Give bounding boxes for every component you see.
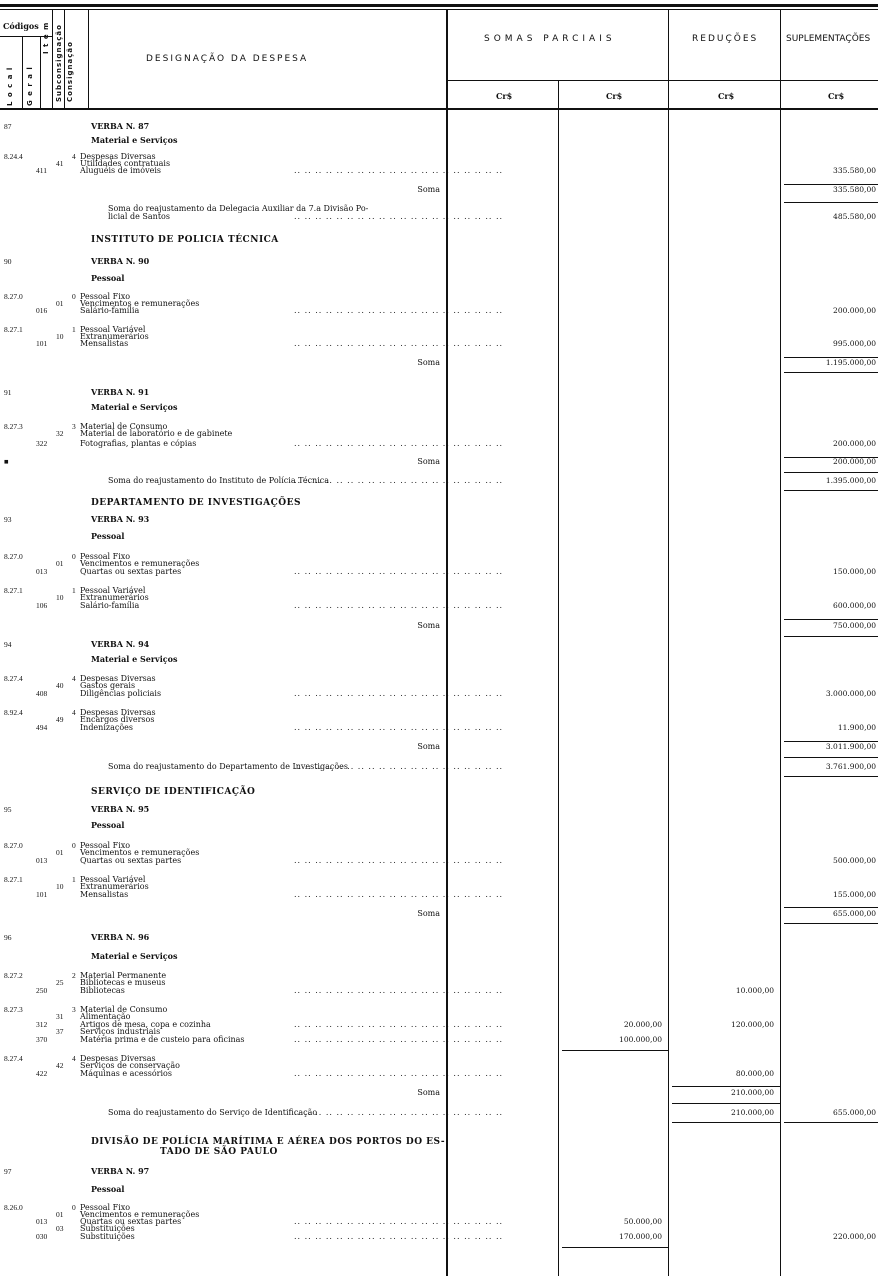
currency-label-sp2: Cr$ (606, 91, 623, 101)
total-rule (784, 184, 878, 185)
row-designacao: DEPARTAMENTO DE INVESTIGAÇÕES (91, 498, 302, 508)
amount-red: 210.000,00 (731, 1088, 774, 1097)
row-local-code: 8.27.1 (4, 586, 23, 595)
amount-sup: 750.000,00 (833, 621, 876, 630)
amount-sup: 485.580,00 (833, 212, 876, 221)
row-item-code: 016 (36, 306, 48, 315)
row-subconsignacao-code: 01 (56, 1210, 64, 1219)
total-rule (672, 1122, 780, 1123)
row-designacao: VERBA N. 91 (91, 387, 150, 397)
leader-dots: .. .. .. .. .. .. .. .. .. .. .. .. .. .. .. .. .. .. .. .. (294, 689, 504, 698)
row-consignacao-code: 0 (72, 292, 76, 301)
total-rule (784, 1122, 878, 1123)
amount-sup: 200.000,00 (833, 457, 876, 466)
leader-dots: .. .. .. .. .. .. .. .. .. .. .. .. .. .. .. .. .. .. .. .. (294, 212, 504, 221)
row-item-code: 322 (36, 439, 48, 448)
leader-dots: .. .. .. .. .. .. .. .. .. .. .. .. .. .. .. .. .. .. .. .. (294, 1232, 504, 1241)
row-designacao: Vencimentos e remunerações (80, 299, 200, 308)
row-designacao: Soma (417, 742, 440, 751)
row-designacao: VERBA N. 94 (91, 639, 150, 649)
row-consignacao-code: 0 (72, 552, 76, 561)
row-designacao: Vencimentos e remunerações (80, 848, 200, 857)
total-rule (784, 757, 878, 758)
row-designacao: Substituições (80, 1232, 135, 1241)
row-designacao: Material de Consumo (80, 1005, 168, 1014)
row-designacao: Diligências policiais (80, 689, 162, 698)
row-local-code: 8.27.0 (4, 552, 23, 561)
amount-sup: 335.580,00 (833, 166, 876, 175)
row-consignacao-code: 1 (72, 875, 76, 884)
row-item-code: 411 (36, 166, 47, 175)
row-consignacao-code: 0 (72, 1203, 76, 1212)
row-subconsignacao-code: 10 (56, 332, 64, 341)
row-designacao: Quartas ou sextas partes (80, 856, 182, 865)
row-consignacao-code: 4 (72, 674, 76, 683)
row-local-code: 8.27.3 (4, 1005, 23, 1014)
leader-dots: .. .. .. .. .. .. .. .. .. .. .. .. .. .. .. .. .. .. .. .. (294, 1108, 504, 1117)
row-designacao: VERBA N. 97 (91, 1166, 150, 1176)
total-rule (784, 907, 878, 908)
row-local-code: 8.27.0 (4, 292, 23, 301)
row-consignacao-code: 1 (72, 325, 76, 334)
top-border-thick (0, 4, 878, 7)
codigos-label: Códigos (3, 21, 39, 31)
row-designacao: Bibliotecas (80, 986, 125, 995)
row-item-code: 494 (36, 723, 48, 732)
total-rule (784, 636, 878, 637)
amount-sup: 3.761.900,00 (825, 762, 876, 771)
row-designacao: Artigos de mesa, copa e cozinha (80, 1020, 211, 1029)
leader-dots: .. .. .. .. .. .. .. .. .. .. .. .. .. .. .. .. .. .. .. .. (294, 306, 504, 315)
amount-red: 10.000,00 (735, 986, 774, 995)
sub-col-border (64, 10, 65, 108)
row-local-code: 8.26.0 (4, 1203, 23, 1212)
row-designacao: Material Permanente (80, 971, 167, 980)
row-designacao: Substituições (80, 1224, 135, 1233)
amount-red: 120.000,00 (731, 1020, 774, 1029)
amount-sup: 200.000,00 (833, 439, 876, 448)
row-designacao: Material e Serviços (91, 654, 178, 664)
leader-dots: .. .. .. .. .. .. .. .. .. .. .. .. .. .. .. .. .. .. .. .. (294, 476, 504, 485)
row-designacao: INSTITUTO DE POLICIA TÉCNICA (91, 235, 279, 245)
consignacao-label: Consignação (66, 41, 74, 102)
row-designacao: Mensalistas (80, 890, 129, 899)
row-designacao: Alimentação (80, 1012, 131, 1021)
row-designacao: VERBA N. 90 (91, 256, 150, 266)
amount-sup: 1.195.000,00 (825, 358, 876, 367)
row-item-code: 106 (36, 601, 48, 610)
leader-dots: .. .. .. .. .. .. .. .. .. .. .. .. .. .. .. .. .. .. .. .. (294, 986, 504, 995)
row-designacao: Pessoal Fixo (80, 552, 131, 561)
amount-sup: 155.000,00 (833, 890, 876, 899)
somas-right-border (668, 10, 669, 1276)
amount-sup: 600.000,00 (833, 601, 876, 610)
currency-label-sup: Cr$ (828, 91, 845, 101)
row-designacao: Soma do reajustamento do Serviço de Identificação (108, 1108, 318, 1117)
row-consignacao-code: 4 (72, 1054, 76, 1063)
row-local-code: 94 (4, 640, 12, 649)
amount-sp2: 20.000,00 (623, 1020, 662, 1029)
row-designacao: Serviços industriais (80, 1027, 161, 1036)
row-designacao: Material e Serviços (91, 951, 178, 961)
row-designacao: Vencimentos e remunerações (80, 559, 200, 568)
desc-right-border (446, 10, 448, 1276)
amount-sup: 500.000,00 (833, 856, 876, 865)
row-designacao: Soma (417, 185, 440, 194)
row-designacao: Gastos gerais (80, 681, 136, 690)
somas-parciais-header: SOMAS PARCIAIS (484, 34, 616, 44)
row-designacao: TADO DE SÃO PAULO (160, 1147, 278, 1157)
row-designacao: Despesas Diversas (80, 152, 156, 161)
row-subconsignacao-code: 03 (56, 1224, 64, 1233)
row-item-code: 312 (36, 1020, 48, 1029)
row-local-code: 8.27.4 (4, 674, 23, 683)
row-subconsignacao-code: 49 (56, 715, 64, 724)
row-designacao: VERBA N. 96 (91, 932, 150, 942)
row-consignacao-code: 4 (72, 152, 76, 161)
leader-dots: .. .. .. .. .. .. .. .. .. .. .. .. .. .. .. .. .. .. .. .. (294, 601, 504, 610)
row-item-code: 101 (36, 890, 48, 899)
leader-dots: .. .. .. .. .. .. .. .. .. .. .. .. .. .. .. .. .. .. .. .. (294, 856, 504, 865)
leader-dots: .. .. .. .. .. .. .. .. .. .. .. .. .. .. .. .. .. .. .. .. (294, 567, 504, 576)
total-rule (784, 357, 878, 358)
designacao-header: DESIGNAÇÃO DA DESPESA (146, 54, 309, 64)
total-rule (784, 619, 878, 620)
row-designacao: VERBA N. 87 (91, 121, 150, 131)
row-designacao: Indenizações (80, 723, 133, 732)
somas-mid-border (558, 80, 559, 1276)
row-designacao: DIVISÃO DE POLÍCIA MARÍTIMA E AÉREA DOS PORTOS DO ES- (91, 1137, 446, 1147)
row-designacao: licial de Santos (108, 212, 170, 221)
reducoes-header: REDUÇÕES (692, 34, 759, 44)
row-local-code: ■ (4, 457, 9, 466)
row-subconsignacao-code: 31 (56, 1012, 64, 1021)
row-designacao: Material e Serviços (91, 135, 178, 145)
row-local-code: 8.27.1 (4, 325, 23, 334)
leader-dots: .. .. .. .. .. .. .. .. .. .. .. .. .. .. .. .. .. .. .. .. (294, 723, 504, 732)
amount-sup: 335.580,00 (833, 185, 876, 194)
row-subconsignacao-code: 01 (56, 848, 64, 857)
leader-dots: .. .. .. .. .. .. .. .. .. .. .. .. .. .. .. .. .. .. .. .. (294, 890, 504, 899)
geral-col-border (40, 36, 41, 108)
row-designacao: Utilidades contratuais (80, 159, 171, 168)
leader-dots: .. .. .. .. .. .. .. .. .. .. .. .. .. .. .. .. .. .. .. .. (294, 1020, 504, 1029)
row-local-code: 87 (4, 122, 12, 131)
row-designacao: Mensalistas (80, 339, 129, 348)
amount-red: 210.000,00 (731, 1108, 774, 1117)
row-designacao: SERVIÇO DE IDENTIFICAÇÃO (91, 787, 256, 797)
amount-sp2: 100.000,00 (619, 1035, 662, 1044)
row-designacao: Pessoal Fixo (80, 292, 131, 301)
row-subconsignacao-code: 10 (56, 593, 64, 602)
header-bottom-rule (0, 108, 878, 110)
row-consignacao-code: 2 (72, 971, 76, 980)
item-col-border (52, 10, 53, 108)
total-rule (784, 490, 878, 491)
leader-dots: .. .. .. .. .. .. .. .. .. .. .. .. .. .. .. .. .. .. .. .. (294, 1035, 504, 1044)
row-designacao: Material de Consumo (80, 422, 168, 431)
row-consignacao-code: 1 (72, 586, 76, 595)
amount-sup: 995.000,00 (833, 339, 876, 348)
row-designacao: Soma (417, 1088, 440, 1097)
row-subconsignacao-code: 10 (56, 882, 64, 891)
amount-sup: 150.000,00 (833, 567, 876, 576)
row-designacao: Quartas ou sextas partes (80, 567, 182, 576)
currency-label-sp1: Cr$ (496, 91, 513, 101)
row-local-code: 8.92.4 (4, 708, 23, 717)
row-designacao: Pessoal Fixo (80, 1203, 131, 1212)
row-consignacao-code: 4 (72, 708, 76, 717)
row-local-code: 8.24.4 (4, 152, 23, 161)
row-designacao: Salário-família (80, 601, 140, 610)
amount-sup: 200.000,00 (833, 306, 876, 315)
row-designacao: Extranumerários (80, 332, 149, 341)
row-consignacao-code: 0 (72, 841, 76, 850)
row-designacao: Pessoal (91, 273, 125, 283)
row-designacao: Extranumerários (80, 593, 149, 602)
total-rule (672, 1103, 780, 1104)
row-item-code: 250 (36, 986, 48, 995)
row-designacao: VERBA N. 95 (91, 804, 150, 814)
total-rule (784, 923, 878, 924)
row-designacao: Material de laboratório e de gabinete (80, 429, 233, 438)
row-designacao: Pessoal (91, 1184, 125, 1194)
row-item-code: 013 (36, 856, 48, 865)
row-designacao: Soma do reajustamento da Delegacia Auxiliar da 7.a Divisão Po- (108, 204, 369, 213)
row-designacao: Pessoal (91, 531, 125, 541)
total-rule (784, 776, 878, 777)
amount-sup: 220.000,00 (833, 1232, 876, 1241)
amount-sup: 11.900,00 (837, 723, 876, 732)
row-designacao: Quartas ou sextas partes (80, 1217, 182, 1226)
row-consignacao-code: 3 (72, 422, 76, 431)
row-designacao: Encargos diversos (80, 715, 155, 724)
total-rule (784, 372, 878, 373)
amount-sup: 3.011.900,00 (825, 742, 876, 751)
row-local-code: 8.27.2 (4, 971, 23, 980)
top-border-thin (0, 9, 878, 10)
row-designacao: Soma do reajustamento do Instituto de Polícia Técnica (108, 476, 330, 485)
row-designacao: Salário-família (80, 306, 140, 315)
row-item-code: 013 (36, 1217, 48, 1226)
row-designacao: Soma (417, 358, 440, 367)
amount-sup: 655.000,00 (833, 1108, 876, 1117)
row-subconsignacao-code: 41 (56, 159, 64, 168)
amount-sp2: 170.000,00 (619, 1232, 662, 1241)
currency-label-red: Cr$ (718, 91, 735, 101)
row-subconsignacao-code: 42 (56, 1061, 64, 1070)
total-rule (784, 741, 878, 742)
row-local-code: 8.27.0 (4, 841, 23, 850)
reducoes-right-border (780, 10, 781, 1276)
total-rule (784, 457, 878, 458)
row-designacao: Extranumerários (80, 882, 149, 891)
row-designacao: Despesas Diversas (80, 708, 156, 717)
row-designacao: Bibliotecas e museus (80, 978, 166, 987)
row-item-code: 408 (36, 689, 48, 698)
amount-red: 80.000,00 (735, 1069, 774, 1078)
row-designacao: Despesas Diversas (80, 1054, 156, 1063)
local-label: L o c a l (6, 66, 14, 106)
total-rule (672, 1086, 780, 1087)
total-rule (784, 202, 878, 203)
row-designacao: Soma do reajustamento do Departamento de Investigações (108, 762, 349, 771)
geral-label: G e r a l (26, 66, 34, 106)
leader-dots: .. .. .. .. .. .. .. .. .. .. .. .. .. .. .. .. .. .. .. .. (294, 1217, 504, 1226)
row-local-code: 90 (4, 257, 12, 266)
leader-dots: .. .. .. .. .. .. .. .. .. .. .. .. .. .. .. .. .. .. .. .. (294, 439, 504, 448)
row-consignacao-code: 3 (72, 1005, 76, 1014)
row-designacao: VERBA N. 93 (91, 514, 150, 524)
row-local-code: 97 (4, 1167, 12, 1176)
row-designacao: Fotografias, plantas e cópias (80, 439, 197, 448)
row-subconsignacao-code: 32 (56, 429, 64, 438)
row-item-code: 101 (36, 339, 48, 348)
row-item-code: 013 (36, 567, 48, 576)
row-designacao: Pessoal Variável (80, 586, 146, 595)
header-mid-rule (446, 80, 878, 81)
row-designacao: Máquinas e acessórios (80, 1069, 172, 1078)
total-rule (562, 1247, 668, 1248)
row-item-code: 370 (36, 1035, 48, 1044)
row-designacao: Material e Serviços (91, 402, 178, 412)
leader-dots: .. .. .. .. .. .. .. .. .. .. .. .. .. .. .. .. .. .. .. .. (294, 762, 504, 771)
codes-right-border (88, 10, 89, 108)
row-subconsignacao-code: 01 (56, 299, 64, 308)
row-designacao: Soma (417, 457, 440, 466)
row-designacao: Soma (417, 909, 440, 918)
row-designacao: Pessoal (91, 820, 125, 830)
suplementacoes-header: SUPLEMENTAÇÕES (786, 34, 871, 44)
item-label: I t e m (42, 21, 50, 54)
row-designacao: Soma (417, 621, 440, 630)
row-designacao: Serviços de conservação (80, 1061, 180, 1070)
row-designacao: Despesas Diversas (80, 674, 156, 683)
row-local-code: 8.27.3 (4, 422, 23, 431)
row-item-code: 422 (36, 1069, 48, 1078)
row-local-code: 91 (4, 388, 12, 397)
row-local-code: 95 (4, 805, 12, 814)
leader-dots: .. .. .. .. .. .. .. .. .. .. .. .. .. .. .. .. .. .. .. .. (294, 339, 504, 348)
row-item-code: 030 (36, 1232, 48, 1241)
row-designacao: Aluguéis de imóveis (80, 166, 161, 175)
amount-sup: 655.000,00 (833, 909, 876, 918)
row-subconsignacao-code: 01 (56, 559, 64, 568)
row-subconsignacao-code: 40 (56, 681, 64, 690)
leader-dots: .. .. .. .. .. .. .. .. .. .. .. .. .. .. .. .. .. .. .. .. (294, 166, 504, 175)
subconsignacao-label: Subconsignação (55, 24, 63, 102)
row-local-code: 93 (4, 515, 12, 524)
amount-sup: 1.395.000,00 (825, 476, 876, 485)
row-designacao: Matéria prima e de custeio para oficinas (80, 1035, 245, 1044)
row-designacao: Pessoal Fixo (80, 841, 131, 850)
row-designacao: Pessoal Variável (80, 325, 146, 334)
total-rule (562, 1050, 668, 1051)
row-local-code: 8.27.4 (4, 1054, 23, 1063)
row-designacao: Vencimentos e remunerações (80, 1210, 200, 1219)
row-subconsignacao-code: 25 (56, 978, 64, 987)
row-subconsignacao-code: 37 (56, 1027, 64, 1036)
row-local-code: 96 (4, 933, 12, 942)
local-col-border (22, 36, 23, 108)
leader-dots: .. .. .. .. .. .. .. .. .. .. .. .. .. .. .. .. .. .. .. .. (294, 1069, 504, 1078)
row-designacao: Pessoal Variável (80, 875, 146, 884)
total-rule (784, 472, 878, 473)
amount-sp2: 50.000,00 (623, 1217, 662, 1226)
amount-sup: 3.000.000,00 (825, 689, 876, 698)
row-local-code: 8.27.1 (4, 875, 23, 884)
